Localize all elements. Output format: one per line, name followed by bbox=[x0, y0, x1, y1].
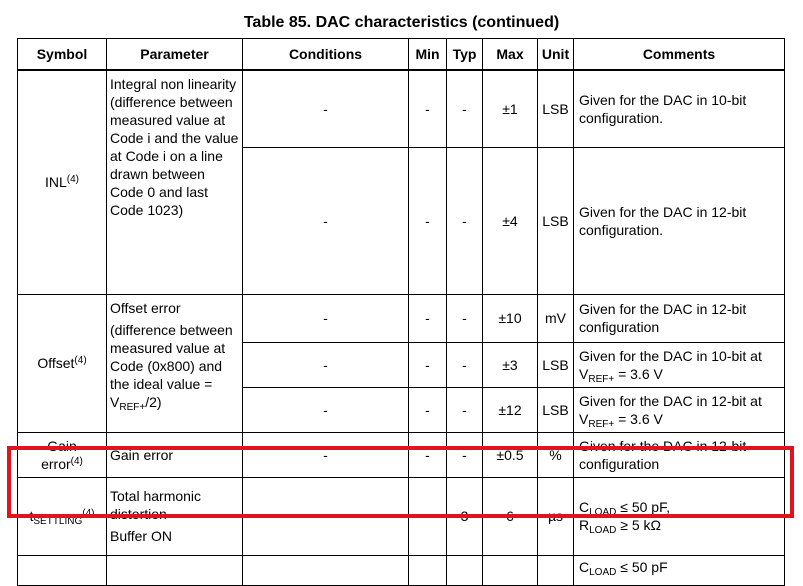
inl-parameter: Integral non linearity (difference between measured value at Code i and the value at Code i on a line drawn between Code 0 and last Code 1023) bbox=[107, 70, 243, 294]
offset-comment: Given for the DAC in 10-bit at $V_{REF+} = 3.6$ V bbox=[574, 342, 785, 387]
inl-unit: LSB bbox=[538, 70, 574, 147]
header-unit: Unit bbox=[538, 39, 574, 71]
inl-max: ±4 bbox=[483, 147, 538, 294]
inl-typ: - bbox=[447, 147, 483, 294]
header-comments: Comments bbox=[574, 39, 785, 71]
header-parameter: Parameter bbox=[107, 39, 243, 71]
inl-conditions: - bbox=[243, 147, 409, 294]
header-row bbox=[18, 39, 785, 71]
gain-typ: - bbox=[447, 432, 483, 477]
offset-comment: Given for the DAC in 12-bit at $V_{REF+} = 3.6$ V bbox=[574, 387, 785, 432]
inl-unit: LSB bbox=[538, 147, 574, 294]
settling-comment: $C_{LOAD} \le 50$ pF, $R_{LOAD} \ge 5$ kΩ bbox=[574, 477, 785, 555]
header-conditions: Conditions bbox=[243, 39, 409, 71]
gain-comment: Given for the DAC in 12-bit configuration bbox=[574, 432, 785, 477]
gain-max: ±0.5 bbox=[483, 432, 538, 477]
header-typ: Typ bbox=[447, 39, 483, 71]
gain-min: - bbox=[409, 432, 447, 477]
inl-symbol: INL$^{(4)}$ bbox=[18, 70, 107, 294]
table-row bbox=[18, 294, 785, 342]
settling-max: 6 bbox=[483, 477, 538, 555]
offset-max: ±3 bbox=[483, 342, 538, 387]
offset-unit: LSB bbox=[538, 342, 574, 387]
inl-comment: Given for the DAC in 12-bit configuration. bbox=[574, 147, 785, 294]
offset-typ: - bbox=[447, 342, 483, 387]
inl-min: - bbox=[409, 147, 447, 294]
header-max: Max bbox=[483, 39, 538, 71]
gain-conditions: - bbox=[243, 432, 409, 477]
offset-conditions: - bbox=[243, 387, 409, 432]
settling-unit: µs bbox=[538, 477, 574, 555]
inl-max: ±1 bbox=[483, 70, 538, 147]
dac-characteristics-table bbox=[17, 38, 785, 586]
inl-conditions: - bbox=[243, 70, 409, 147]
offset-max: ±12 bbox=[483, 387, 538, 432]
inl-comment: Given for the DAC in 10-bit configuration. bbox=[574, 70, 785, 147]
settling-min: - bbox=[409, 477, 447, 555]
gain-unit: % bbox=[538, 432, 574, 477]
settling-symbol: $t_{SETTLING}^{(4)}$ bbox=[18, 477, 107, 555]
table-row bbox=[18, 555, 785, 585]
offset-conditions: - bbox=[243, 342, 409, 387]
inl-min: - bbox=[409, 70, 447, 147]
header-min: Min bbox=[409, 39, 447, 71]
offset-conditions: - bbox=[243, 294, 409, 342]
settling-conditions: - bbox=[243, 477, 409, 555]
offset-typ: - bbox=[447, 387, 483, 432]
offset-min: - bbox=[409, 342, 447, 387]
gain-parameter: Gain error bbox=[107, 432, 243, 477]
offset-unit: LSB bbox=[538, 387, 574, 432]
header-symbol: Symbol bbox=[18, 39, 107, 71]
gain-symbol: Gain error$^{(4)}$ bbox=[18, 432, 107, 477]
inl-typ: - bbox=[447, 70, 483, 147]
table-row bbox=[18, 70, 785, 147]
settling-typ: 3 bbox=[447, 477, 483, 555]
table-row bbox=[18, 432, 785, 477]
offset-parameter: Offset error (difference between measured value at Code (0x800) and the ideal value = $V_{REF+}/2$) bbox=[107, 294, 243, 432]
table-row bbox=[18, 477, 785, 555]
cutoff-comment: $C_{LOAD} \le 50$ pF bbox=[574, 555, 785, 585]
settling-parameter: Total harmonic distortion Buffer ON bbox=[107, 477, 243, 555]
offset-comment: Given for the DAC in 12-bit configuration bbox=[574, 294, 785, 342]
offset-typ: - bbox=[447, 294, 483, 342]
offset-max: ±10 bbox=[483, 294, 538, 342]
table-title: Table 85. DAC characteristics (continued) bbox=[243, 14, 560, 31]
offset-min: - bbox=[409, 387, 447, 432]
offset-unit: mV bbox=[538, 294, 574, 342]
offset-min: - bbox=[409, 294, 447, 342]
offset-symbol: Offset$^{(4)}$ bbox=[18, 294, 107, 432]
